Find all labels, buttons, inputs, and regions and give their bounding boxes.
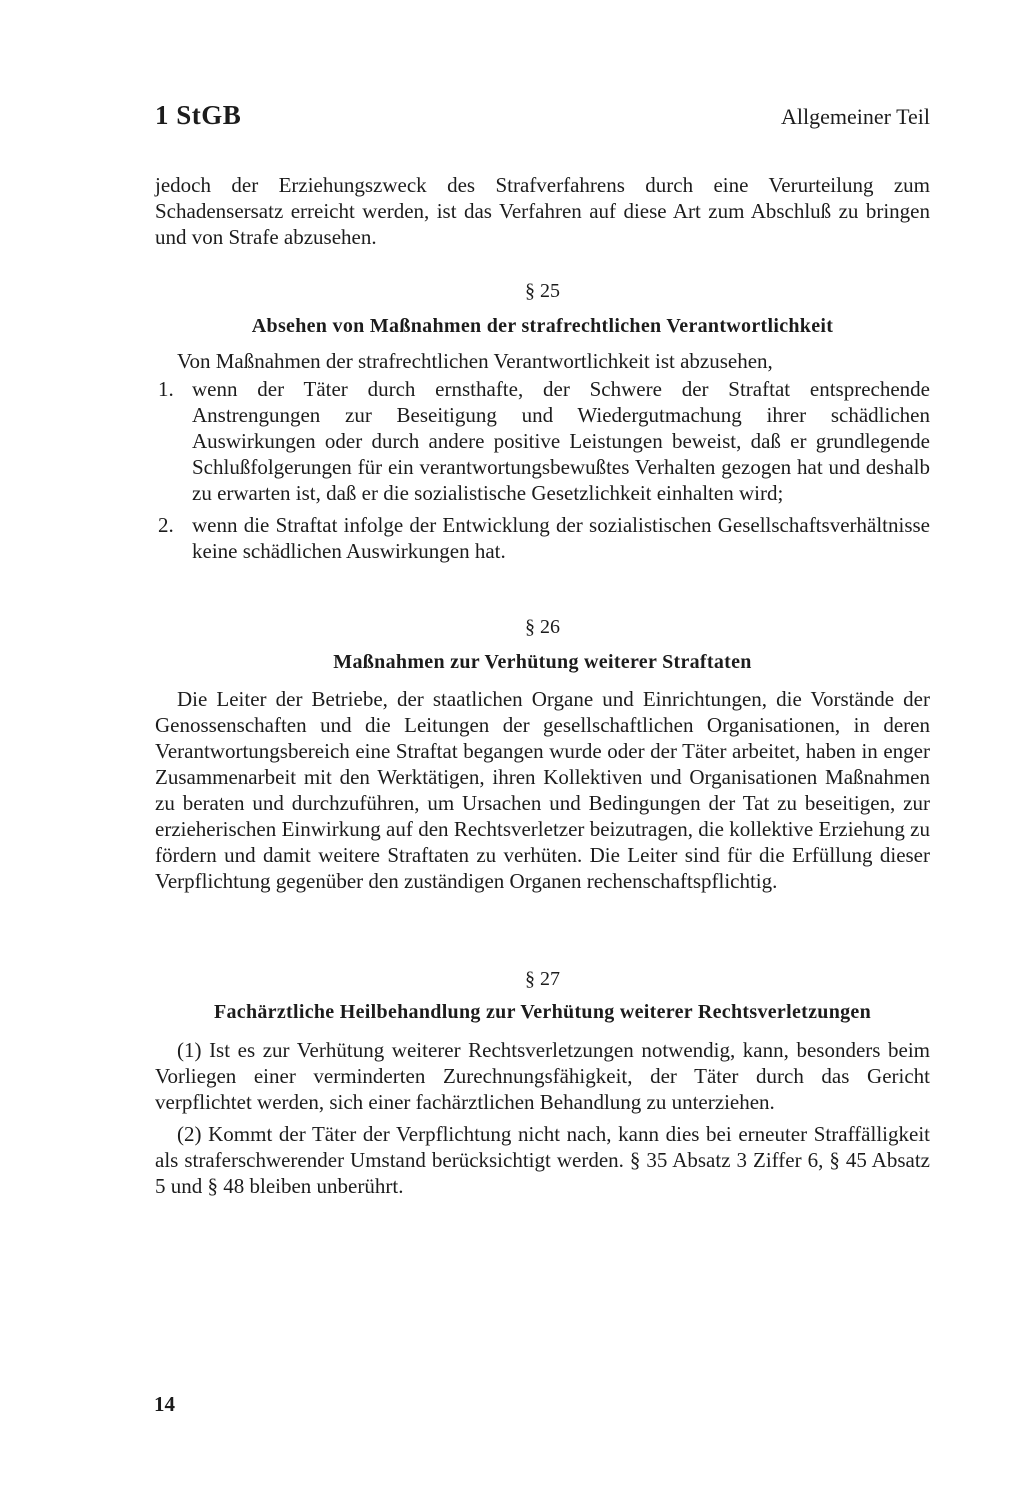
section-27-body	[155, 1037, 930, 1199]
running-head	[155, 100, 930, 131]
chapter-label: 1 StGB	[155, 100, 242, 130]
section-26-body	[155, 686, 930, 894]
list-item-text: wenn die Straftat infolge der Entwicklung der sozialistischen Gesellschaftsverhältnisse keine schädlichen Auswirkungen hat.	[192, 513, 930, 563]
section-27-paragraph-2: (2) Kommt der Täter der Verpflichtung nicht nach, kann dies bei erneuter Straffälligkeit als straferschwerender Umstand berücksichtigt werden. § 35 Absatz 3 Ziffer 6, § 45 Absatz 5 und § 48 bleiben unberührt.	[155, 1122, 930, 1198]
section-25-sign: § 25	[525, 280, 560, 302]
section-26-sign: § 26	[525, 616, 560, 638]
list-item-number: 1.	[158, 377, 174, 401]
section-label: Allgemeiner Teil	[781, 104, 930, 129]
intro-paragraph	[155, 172, 930, 250]
list-item-number: 2.	[158, 513, 174, 537]
section-27-title: Fachärztliche Heilbehandlung zur Verhütung weiterer Rechtsverletzungen	[213, 1001, 872, 1023]
list-item	[155, 512, 930, 564]
page-number: 14	[154, 1392, 175, 1416]
list-item	[155, 376, 930, 506]
section-25-body	[155, 348, 930, 564]
list-item-text: wenn der Täter durch ernsthafte, der Schwere der Straftat entsprechende Anstrengungen zur Beseitigung und Wiedergutmachung ihrer schädlichen Auswirkungen oder durch andere positive Leistungen beweist, daß er grundlegende Schlußfolgerungen für ein verantwortungsbewußtes Verhalten gezogen hat und deshalb zu erwarten ist, daß er die sozialistische Gesetzlichkeit einhalten wird;	[192, 377, 930, 505]
section-25-title: Absehen von Maßnahmen der strafrechtlichen Verantwortlichkeit	[251, 315, 834, 337]
section-26-title: Maßnahmen zur Verhütung weiterer Straftaten	[333, 651, 752, 673]
section-26-text: Die Leiter der Betriebe, der staatlichen Organe und Einrichtungen, die Vorstände der Genossenschaften und die Leitungen der gesellschaftlichen Organisationen, in deren Verantwortungsbereich eine Straftat begangen wurde oder der Täter arbeitet, haben in enger Zusammenarbeit mit den Werktätigen, ihren Kollektiven und Organisationen Maßnahmen zu beraten und durchzuführen, um Ursachen und Bedingungen der Tat zu beseitigen, zur erzieherischen Einwirkung auf den Rechtsverletzer beizutragen, die kollektive Erziehung zu fördern und damit weitere Straftaten zu verhüten. Die Leiter sind für die Erfüllung dieser Verpflichtung gegenüber den zuständigen Organen rechenschaftspflichtig.	[155, 687, 930, 893]
intro-text: jedoch der Erziehungszweck des Strafverfahrens durch eine Verurteilung zum Schadensersatz erreicht werden, ist das Verfahren auf diese Art zum Abschluß zu bringen und von Strafe abzusehen.	[155, 173, 930, 249]
section-27-paragraph-1: (1) Ist es zur Verhütung weiterer Rechtsverletzungen notwendig, kann, besonders beim Vorliegen einer verminderten Zurechnungsfähigkeit, der Täter durch das Gericht verpflichtet werden, sich einer fachärztlichen Behandlung zu unterziehen.	[155, 1038, 930, 1114]
section-25-lead: Von Maßnahmen der strafrechtlichen Verantwortlichkeit ist abzusehen,	[177, 349, 773, 373]
section-27-sign: § 27	[525, 968, 560, 990]
